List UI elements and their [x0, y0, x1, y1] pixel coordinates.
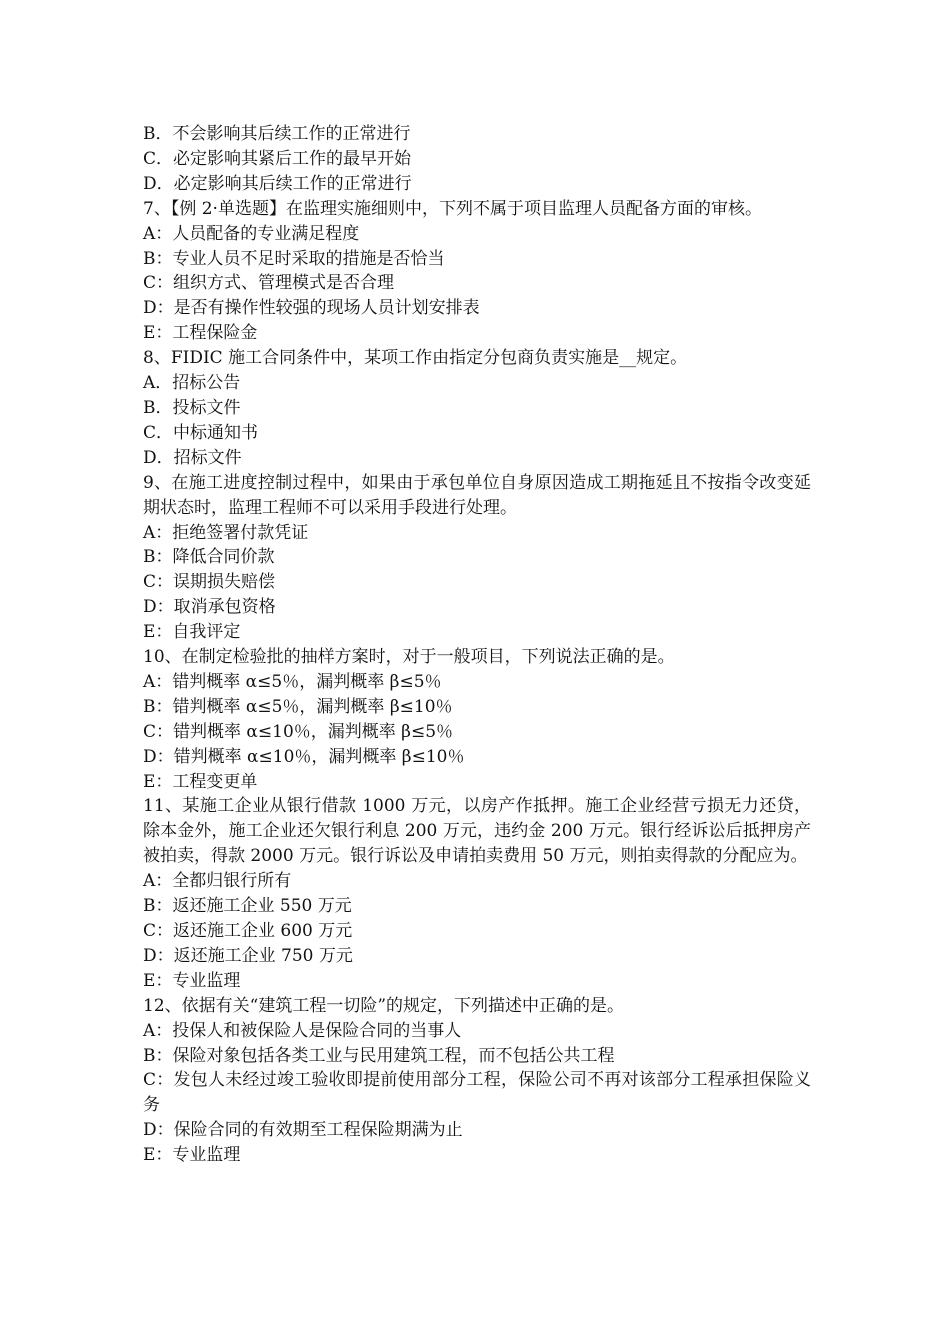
- document-body: [143, 122, 811, 1168]
- q12-option-b: B：保险对象包括各类工业与民用建筑工程，而不包括公共工程: [143, 1045, 615, 1066]
- q7-option-c: C：组织方式、管理模式是否合理: [143, 273, 395, 294]
- question-10: 10、在制定检验批的抽样方案时，对于一般项目，下列说法正确的是。: [143, 647, 675, 668]
- q9-option-a: A：拒绝签署付款凭证: [143, 522, 309, 543]
- q8-option-c: C．中标通知书: [143, 422, 259, 443]
- q11-option-e: E：专业监理: [143, 970, 241, 991]
- q9-option-e: E：自我评定: [143, 622, 241, 643]
- question-11: 11、某施工企业从银行借款 1000 万元，以房产作抵押。施工企业经营亏损无力还贷，除本金外，施工企业还欠银行利息 200 万元，违约金 200 万元。银行经诉讼后抵押房产被拍卖，得款 2000 万元。银行诉讼及申请拍卖费用 50 万元，则拍卖得款的分配应为。: [143, 796, 811, 867]
- q7-option-e: E：工程保险金: [143, 323, 258, 344]
- question-8: 8、FIDIC 施工合同条件中，某项工作由指定分包商负责实施是__规定。: [143, 348, 688, 369]
- q12-option-c: C：发包人未经过竣工验收即提前使用部分工程，保险公司不再对该部分工程承担保险义务: [143, 1070, 811, 1116]
- q8-option-b: B．投标文件: [143, 397, 241, 418]
- q10-option-a: A：错判概率 α≤5％，漏判概率 β≤5％: [143, 671, 442, 692]
- q9-option-c: C：误期损失赔偿: [143, 572, 276, 593]
- q10-option-d: D：错判概率 α≤10％，漏判概率 β≤10％: [143, 746, 465, 767]
- q8-option-a: A．招标公告: [143, 373, 241, 394]
- q10-option-e: E：工程变更单: [143, 771, 258, 792]
- q7-option-d: D：是否有操作性较强的现场人员计划安排表: [143, 298, 480, 319]
- option-c-line: C．必定影响其紧后工作的最早开始: [143, 148, 412, 169]
- question-7: 7、【例 2·单选题】在监理实施细则中，下列不属于项目监理人员配备方面的审核。: [143, 198, 762, 219]
- question-12: 12、依据有关“建筑工程一切险”的规定，下列描述中正确的是。: [143, 995, 625, 1016]
- q8-option-d: D．招标文件: [143, 447, 242, 468]
- q12-option-a: A：投保人和被保险人是保险合同的当事人: [143, 1020, 462, 1041]
- q12-option-e: E：专业监理: [143, 1145, 241, 1166]
- q11-option-b: B：返还施工企业 550 万元: [143, 896, 352, 917]
- q9-option-d: D：取消承包资格: [143, 597, 276, 618]
- q12-option-d: D：保险合同的有效期至工程保险期满为止: [143, 1120, 463, 1141]
- q11-option-c: C：返还施工企业 600 万元: [143, 921, 353, 941]
- q7-option-b: B：专业人员不足时采取的措施是否恰当: [143, 248, 445, 269]
- option-d-line: D．必定影响其后续工作的正常进行: [143, 173, 412, 194]
- q10-option-c: C：错判概率 α≤10％，漏判概率 β≤5％: [143, 721, 454, 742]
- q10-option-b: B：错判概率 α≤5％，漏判概率 β≤10％: [143, 696, 453, 717]
- q7-option-a: A：人员配备的专业满足程度: [143, 223, 360, 244]
- option-b-line: B．不会影响其后续工作的正常进行: [143, 124, 411, 144]
- q11-option-a: A：全都归银行所有: [143, 871, 292, 892]
- q9-option-b: B：降低合同价款: [143, 547, 275, 568]
- question-9: 9、在施工进度控制过程中，如果由于承包单位自身原因造成工期拖延且不按指令改变延期状态时，监理工程师不可以采用手段进行处理。: [143, 472, 811, 518]
- q11-option-d: D：返还施工企业 750 万元: [143, 945, 353, 966]
